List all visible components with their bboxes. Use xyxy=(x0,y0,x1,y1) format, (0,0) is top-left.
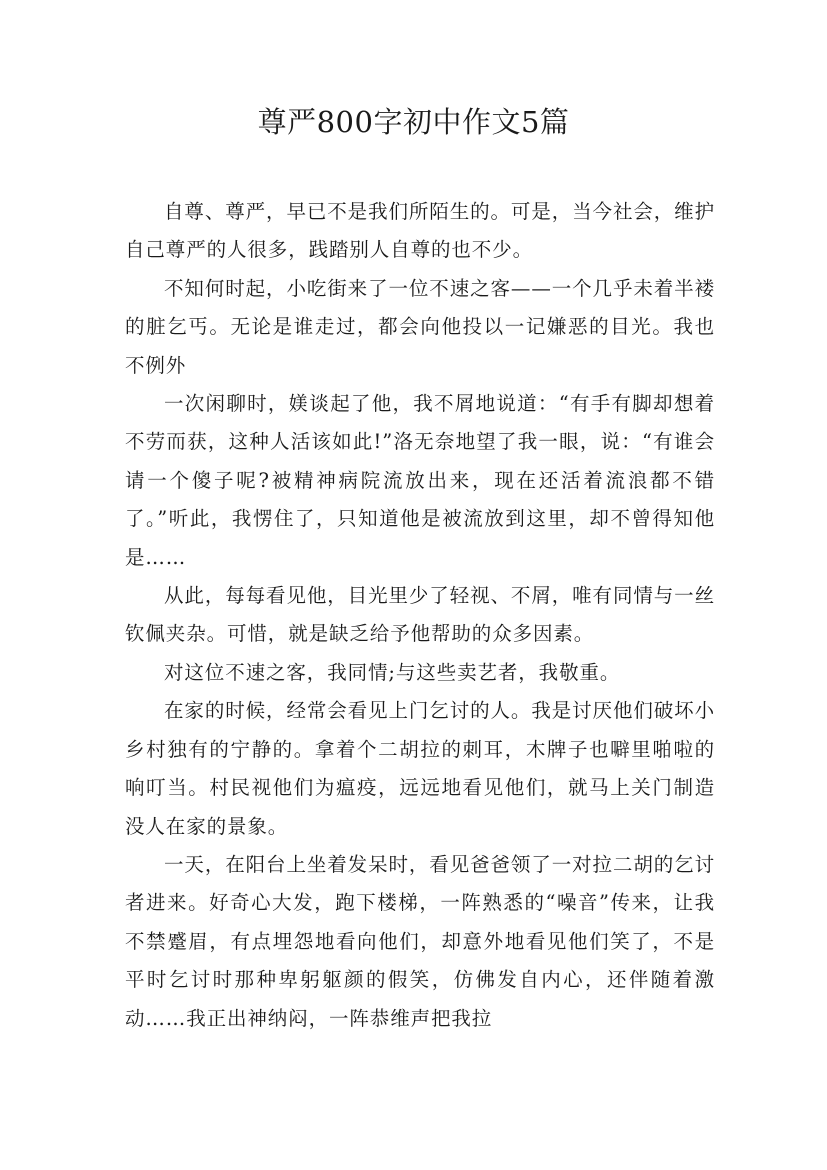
document-body xyxy=(125,193,715,1038)
paragraph-2: 不知何时起，小吃街来了一位不速之客——一个几乎未着半褛的脏乞丐。无论是谁走过，都会向他投以一记嫌恶的目光。我也不例外 xyxy=(125,276,715,377)
paragraph-4: 从此，每每看见他，目光里少了轻视、不屑，唯有同情与一丝钦佩夹杂。可惜，就是缺乏给予他帮助的众多因素。 xyxy=(125,584,715,646)
document-title: 尊严800字初中作文5篇 xyxy=(257,105,570,139)
paragraph-1: 自尊、尊严，早已不是我们所陌生的。可是，当今社会，维护自己尊严的人很多，践踏别人自尊的也不少。 xyxy=(125,200,715,262)
paragraph-5: 对这位不速之客，我同情;与这些卖艺者，我敬重。 xyxy=(164,660,621,684)
paragraph-7: 一天，在阳台上坐着发呆时，看见爸爸领了一对拉二胡的乞讨者进来。好奇心大发，跑下楼梯，一阵熟悉的“噪音”传来，让我不禁蹙眉，有点埋怨地看向他们，却意外地看见他们笑了，不是平时乞讨时那种卑躬躯颜的假笑，仿佛发自内心，还伴随着激动……我正出神纳闷，一阵恭维声把我拉 xyxy=(125,852,715,1030)
paragraph-6: 在家的时候，经常会看见上门乞讨的人。我是讨厌他们破坏小乡村独有的宁静的。拿着个二胡拉的刺耳，木牌子也噼里啪啦的响叮当。村民视他们为瘟疫，远远地看见他们，就马上关门制造没人在家的景象。 xyxy=(125,699,715,838)
paragraph-3: 一次闲聊时，媄谈起了他，我不屑地说道：“有手有脚却想着不劳而获，这种人活该如此!”洛无奈地望了我一眼，说：“有谁会请一个傻子呢?被精神病院流放出来，现在还活着流浪都不错了。”听此，我愣住了，只知道他是被流放到这里，却不曾得知他是…… xyxy=(125,392,715,569)
